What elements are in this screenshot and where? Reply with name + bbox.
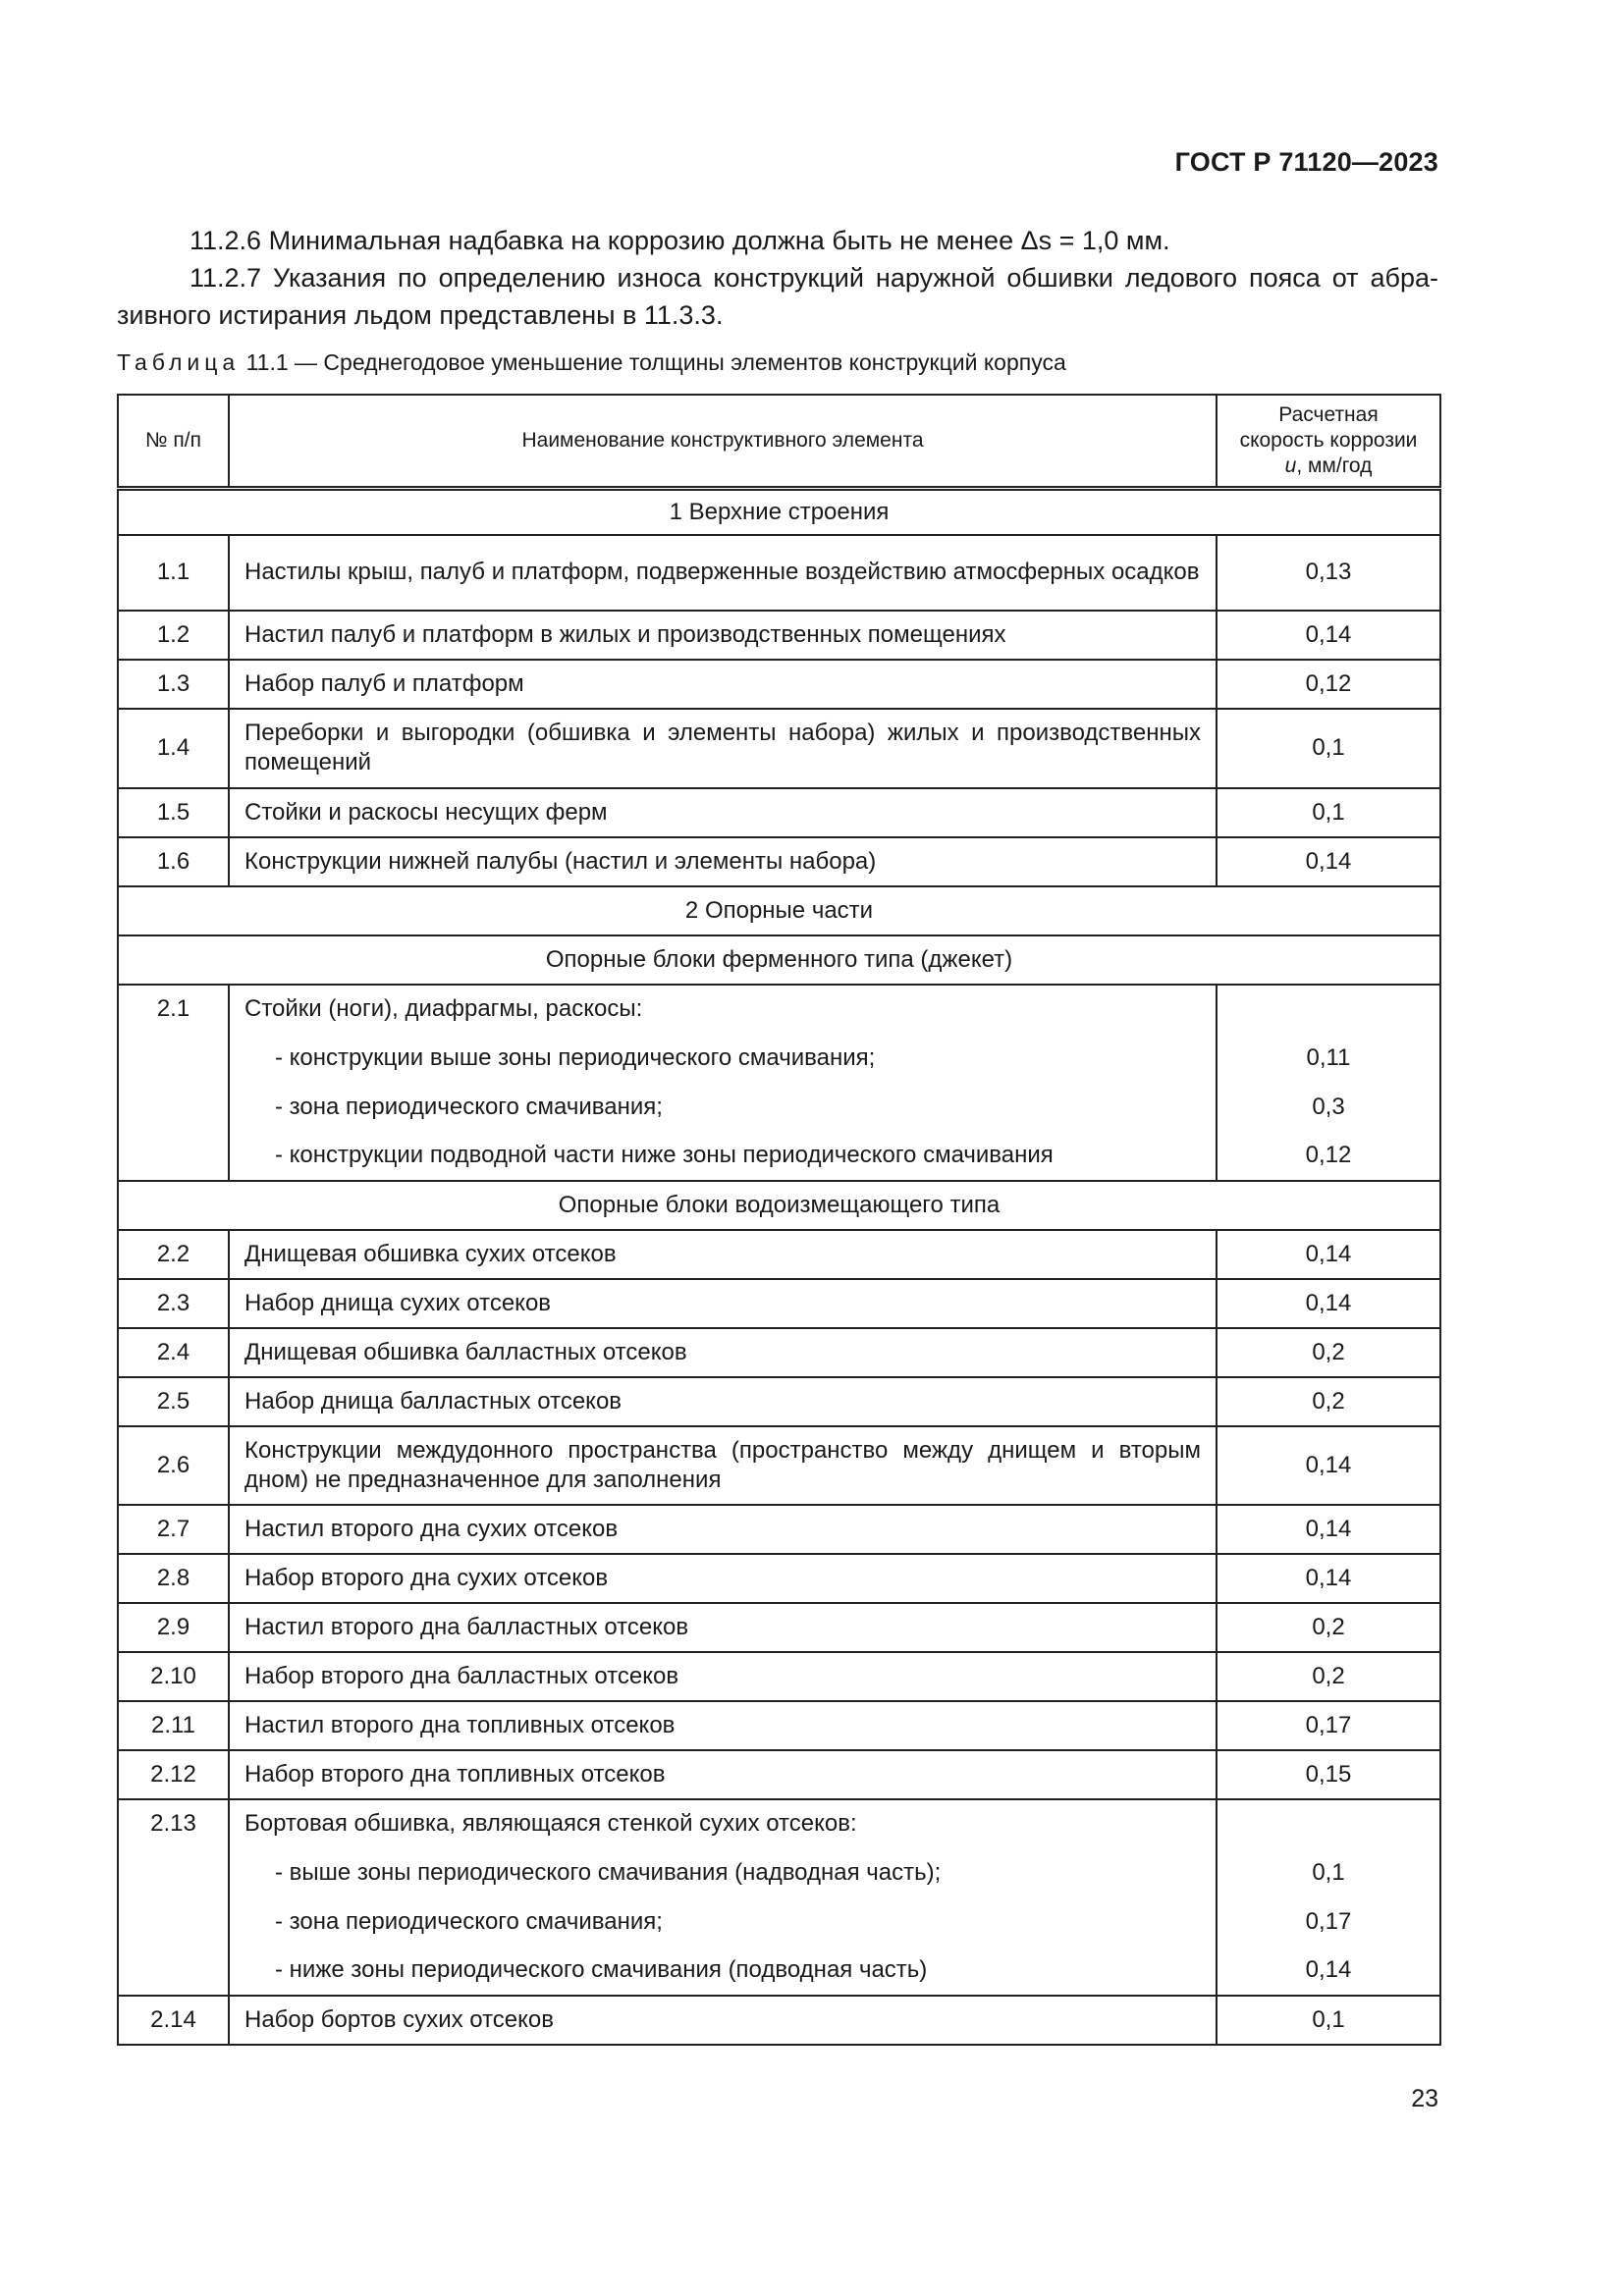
table-row bbox=[118, 1505, 1440, 1554]
row-value: 0,14 bbox=[1217, 1230, 1440, 1279]
row-num: 2.9 bbox=[118, 1603, 229, 1652]
row-value: 0,17 bbox=[1217, 1701, 1440, 1750]
table-row bbox=[118, 709, 1440, 788]
table-row bbox=[118, 1328, 1440, 1377]
row-value: 0,14 bbox=[1217, 611, 1440, 660]
table-header-row bbox=[118, 395, 1440, 489]
table-row bbox=[118, 660, 1440, 709]
header-rate-unit: , мм/год bbox=[1296, 454, 1373, 477]
row-value: 0,14 bbox=[1217, 1554, 1440, 1603]
subsection-row bbox=[118, 935, 1440, 985]
table-row bbox=[118, 1230, 1440, 1279]
header-rate bbox=[1217, 395, 1440, 489]
table-subrow bbox=[118, 1848, 1440, 1897]
row-value: 0,2 bbox=[1217, 1328, 1440, 1377]
row-name: Набор второго дна сухих отсеков bbox=[229, 1554, 1217, 1603]
subsection-title: Опорные блоки водоизмещающего типа bbox=[118, 1181, 1440, 1230]
table-subrow bbox=[118, 1897, 1440, 1947]
row-num bbox=[118, 1947, 229, 1996]
row-name: - выше зоны периодического смачивания (надводная часть); bbox=[229, 1848, 1217, 1897]
row-value: 0,14 bbox=[1217, 1426, 1440, 1505]
row-num bbox=[118, 1083, 229, 1132]
row-name: Стойки и раскосы несущих ферм bbox=[229, 788, 1217, 837]
table-row bbox=[118, 1279, 1440, 1328]
row-name: Бортовая обшивка, являющаяся стенкой сухих отсеков: bbox=[229, 1799, 1217, 1848]
row-num: 1.5 bbox=[118, 788, 229, 837]
table-row bbox=[118, 1750, 1440, 1799]
header-rate-var: u bbox=[1284, 454, 1297, 477]
row-name: - зона периодического смачивания; bbox=[229, 1897, 1217, 1947]
row-name: Стойки (ноги), диафрагмы, раскосы: bbox=[229, 985, 1217, 1034]
row-num: 2.4 bbox=[118, 1328, 229, 1377]
row-value: 0,1 bbox=[1217, 1996, 1440, 2045]
section-row bbox=[118, 489, 1440, 535]
row-value bbox=[1217, 985, 1440, 1034]
header-name: Наименование конструктивного элемента bbox=[229, 395, 1217, 489]
row-value: 0,14 bbox=[1217, 1505, 1440, 1554]
table-row bbox=[118, 1996, 1440, 2045]
row-name: Настил второго дна балластных отсеков bbox=[229, 1603, 1217, 1652]
table-row bbox=[118, 1603, 1440, 1652]
row-value: 0,17 bbox=[1217, 1897, 1440, 1947]
row-num: 1.6 bbox=[118, 837, 229, 886]
row-num bbox=[118, 1897, 229, 1947]
table-row bbox=[118, 611, 1440, 660]
row-value: 0,1 bbox=[1217, 709, 1440, 788]
header-rate-line1: Расчетная bbox=[1278, 403, 1379, 426]
row-num bbox=[118, 1132, 229, 1181]
paragraph-11-2-6: 11.2.6 Минимальная надбавка на коррозию должна быть не менее Δs = 1,0 мм. bbox=[189, 226, 1170, 255]
row-value: 0,12 bbox=[1217, 660, 1440, 709]
table-caption-prefix: Таблица bbox=[117, 349, 241, 375]
table-row bbox=[118, 1554, 1440, 1603]
row-value: 0,13 bbox=[1217, 535, 1440, 611]
row-name: Конструкции междудонного пространства (пространство между днищем и вторым дном) не предназначенное для заполнения bbox=[229, 1426, 1217, 1505]
corrosion-table bbox=[117, 394, 1441, 2046]
row-num: 2.1 bbox=[118, 985, 229, 1034]
row-name: Набор палуб и платформ bbox=[229, 660, 1217, 709]
row-num: 2.13 bbox=[118, 1799, 229, 1848]
row-num: 2.3 bbox=[118, 1279, 229, 1328]
row-num: 2.12 bbox=[118, 1750, 229, 1799]
page-number: 23 bbox=[1411, 2085, 1438, 2112]
table-row bbox=[118, 788, 1440, 837]
header-rate-line2: скорость коррозии bbox=[1239, 429, 1418, 452]
row-value: 0,14 bbox=[1217, 1279, 1440, 1328]
row-num bbox=[118, 1848, 229, 1897]
row-num: 2.11 bbox=[118, 1701, 229, 1750]
row-num: 2.5 bbox=[118, 1377, 229, 1426]
row-num: 2.7 bbox=[118, 1505, 229, 1554]
table-caption-text: 11.1 — Среднегодовое уменьшение толщины элементов конструкций корпуса bbox=[245, 349, 1066, 375]
row-num: 2.14 bbox=[118, 1996, 229, 2045]
row-num: 2.10 bbox=[118, 1652, 229, 1701]
document-header: ГОСТ Р 71120—2023 bbox=[1174, 147, 1438, 177]
row-num bbox=[118, 1034, 229, 1083]
row-value: 0,2 bbox=[1217, 1603, 1440, 1652]
table-row bbox=[118, 1426, 1440, 1505]
row-value bbox=[1217, 1799, 1440, 1848]
row-name: Настил второго дна сухих отсеков bbox=[229, 1505, 1217, 1554]
paragraph-11-2-7 bbox=[117, 259, 1438, 334]
row-name: Настилы крыш, палуб и платформ, подверженные воздействию атмосферных осадков bbox=[229, 535, 1217, 611]
row-name: Конструкции нижней палубы (настил и элементы набора) bbox=[229, 837, 1217, 886]
row-value: 0,11 bbox=[1217, 1034, 1440, 1083]
row-value: 0,2 bbox=[1217, 1652, 1440, 1701]
section-title: 2 Опорные части bbox=[118, 886, 1440, 935]
section-title: 1 Верхние строения bbox=[118, 489, 1440, 535]
table-subrow bbox=[118, 1132, 1440, 1181]
table-row bbox=[118, 1377, 1440, 1426]
row-name: Днищевая обшивка балластных отсеков bbox=[229, 1328, 1217, 1377]
row-num: 2.2 bbox=[118, 1230, 229, 1279]
table-subrow bbox=[118, 1083, 1440, 1132]
table-row bbox=[118, 1799, 1440, 1848]
table-row bbox=[118, 985, 1440, 1034]
row-name: - конструкции выше зоны периодического смачивания; bbox=[229, 1034, 1217, 1083]
row-name: Набор днища балластных отсеков bbox=[229, 1377, 1217, 1426]
row-name: Набор второго дна балластных отсеков bbox=[229, 1652, 1217, 1701]
row-name: Днищевая обшивка сухих отсеков bbox=[229, 1230, 1217, 1279]
row-value: 0,14 bbox=[1217, 1947, 1440, 1996]
row-name: Набор второго дна топливных отсеков bbox=[229, 1750, 1217, 1799]
row-name: Набор днища сухих отсеков bbox=[229, 1279, 1217, 1328]
paragraph-11-2-7-line2: зивного истирания льдом представлены в 11.3.3. bbox=[117, 300, 724, 330]
table-subrow bbox=[118, 1034, 1440, 1083]
row-value: 0,2 bbox=[1217, 1377, 1440, 1426]
paragraph-11-2-7-line1: 11.2.7 Указания по определению износа конструкций наружной обшивки ледового пояса от абра- bbox=[189, 263, 1438, 293]
table-row bbox=[118, 837, 1440, 886]
row-name: Настил второго дна топливных отсеков bbox=[229, 1701, 1217, 1750]
row-value: 0,1 bbox=[1217, 788, 1440, 837]
section-row bbox=[118, 886, 1440, 935]
row-num: 1.1 bbox=[118, 535, 229, 611]
row-name: - зона периодического смачивания; bbox=[229, 1083, 1217, 1132]
row-value: 0,12 bbox=[1217, 1132, 1440, 1181]
row-value: 0,1 bbox=[1217, 1848, 1440, 1897]
table-row bbox=[118, 535, 1440, 611]
row-name: - ниже зоны периодического смачивания (подводная часть) bbox=[229, 1947, 1217, 1996]
row-num: 2.8 bbox=[118, 1554, 229, 1603]
table-subrow bbox=[118, 1947, 1440, 1996]
subsection-row bbox=[118, 1181, 1440, 1230]
table-row bbox=[118, 1701, 1440, 1750]
row-name: Переборки и выгородки (обшивка и элементы набора) жилых и производственных помещений bbox=[229, 709, 1217, 788]
row-value: 0,14 bbox=[1217, 837, 1440, 886]
table-caption bbox=[117, 349, 1066, 376]
subsection-title: Опорные блоки ферменного типа (джекет) bbox=[118, 935, 1440, 985]
row-num: 1.4 bbox=[118, 709, 229, 788]
header-num: № п/п bbox=[118, 395, 229, 489]
row-num: 2.6 bbox=[118, 1426, 229, 1505]
row-num: 1.3 bbox=[118, 660, 229, 709]
table-row bbox=[118, 1652, 1440, 1701]
row-num: 1.2 bbox=[118, 611, 229, 660]
row-name: - конструкции подводной части ниже зоны периодического смачивания bbox=[229, 1132, 1217, 1181]
row-name: Набор бортов сухих отсеков bbox=[229, 1996, 1217, 2045]
row-value: 0,15 bbox=[1217, 1750, 1440, 1799]
row-value: 0,3 bbox=[1217, 1083, 1440, 1132]
row-name: Настил палуб и платформ в жилых и производственных помещениях bbox=[229, 611, 1217, 660]
